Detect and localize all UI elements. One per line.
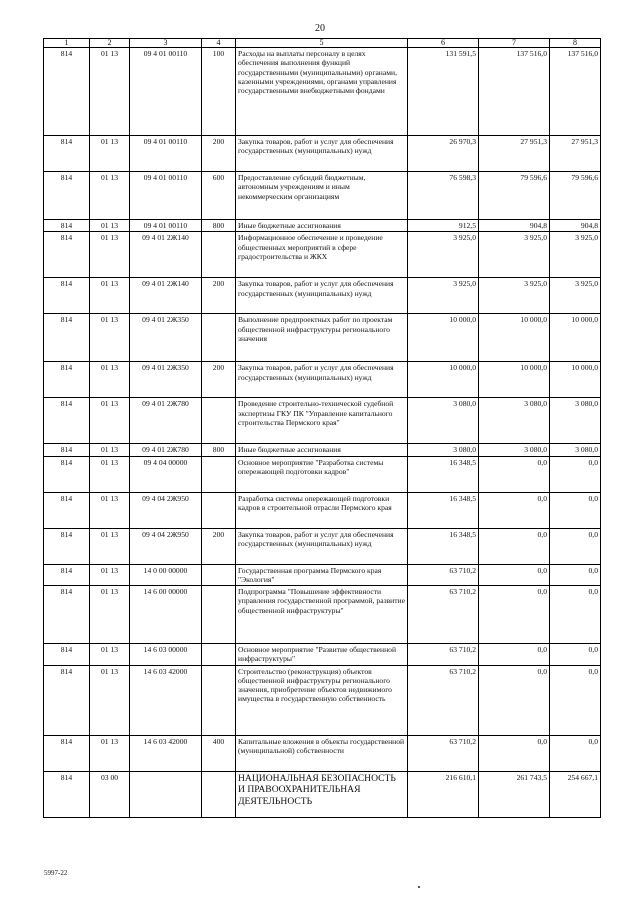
column-header-2: 2 [90, 39, 130, 48]
cell-amount-col8: 3 925,0 [550, 278, 601, 314]
document-code: 5997-22 [44, 869, 68, 877]
cell-amount-col8: 0,0 [550, 528, 601, 564]
cell-section-code: 01 13 [90, 232, 130, 278]
table-row [44, 735, 601, 771]
cell-section-code: 03 00 [90, 771, 130, 817]
cell-admin-code: 814 [44, 456, 90, 492]
cell-amount-col6: 216 610,1 [408, 771, 479, 817]
table-row [44, 492, 601, 528]
cell-amount-col7: 0,0 [479, 644, 550, 666]
cell-section-code: 01 13 [90, 136, 130, 172]
cell-amount-col8: 137 516,0 [550, 48, 601, 136]
cell-description: Государственная программа Пермского края "Экология" [236, 564, 408, 586]
cell-section-code: 01 13 [90, 444, 130, 456]
cell-amount-col7: 0,0 [479, 492, 550, 528]
cell-target-article: 09 4 01 00110 [130, 172, 202, 220]
cell-target-article: 09 4 01 00110 [130, 136, 202, 172]
cell-description: Закупка товаров, работ и услуг для обеспечения государственных (муниципальных) нужд [236, 528, 408, 564]
cell-amount-col7: 10 000,0 [479, 314, 550, 362]
cell-amount-col7: 0,0 [479, 735, 550, 771]
cell-amount-col8: 904,8 [550, 220, 601, 232]
cell-admin-code: 814 [44, 220, 90, 232]
cell-amount-col7: 3 925,0 [479, 232, 550, 278]
cell-target-article: 09 4 01 2Ж140 [130, 232, 202, 278]
cell-target-article: 14 6 03 00000 [130, 644, 202, 666]
table-row [44, 136, 601, 172]
cell-section-code: 01 13 [90, 278, 130, 314]
cell-amount-col7: 0,0 [479, 665, 550, 735]
cell-amount-col6: 63 710,2 [408, 665, 479, 735]
cell-expense-type: 800 [202, 220, 236, 232]
cell-expense-type: 100 [202, 48, 236, 136]
cell-amount-col7: 0,0 [479, 564, 550, 586]
cell-target-article: 14 6 00 00000 [130, 586, 202, 644]
cell-expense-type: 800 [202, 444, 236, 456]
cell-description: Закупка товаров, работ и услуг для обеспечения государственных (муниципальных) нужд [236, 136, 408, 172]
table-row [44, 398, 601, 444]
cell-description: Капитальные вложения в объекты государственной (муниципальной) собственности [236, 735, 408, 771]
cell-target-article: 09 4 01 2Ж350 [130, 314, 202, 362]
column-header-4: 4 [202, 39, 236, 48]
cell-expense-type [202, 564, 236, 586]
table-row [44, 665, 601, 735]
table-row [44, 644, 601, 666]
cell-description: Закупка товаров, работ и услуг для обеспечения государственных (муниципальных) нужд [236, 278, 408, 314]
cell-amount-col6: 63 710,2 [408, 735, 479, 771]
cell-amount-col8: 0,0 [550, 456, 601, 492]
cell-amount-col6: 76 598,3 [408, 172, 479, 220]
cell-expense-type: 600 [202, 172, 236, 220]
cell-expense-type [202, 492, 236, 528]
cell-section-code: 01 13 [90, 564, 130, 586]
scan-mark [418, 886, 420, 888]
cell-section-code: 01 13 [90, 362, 130, 398]
cell-amount-col6: 16 348,5 [408, 492, 479, 528]
cell-amount-col7: 79 596,6 [479, 172, 550, 220]
cell-amount-col6: 3 925,0 [408, 278, 479, 314]
cell-amount-col7: 904,8 [479, 220, 550, 232]
cell-description: Основное мероприятие "Развитие общественной инфраструктуры" [236, 644, 408, 666]
table-row [44, 444, 601, 456]
table-row [44, 220, 601, 232]
cell-amount-col8: 0,0 [550, 665, 601, 735]
cell-amount-col8: 3 080,0 [550, 398, 601, 444]
cell-admin-code: 814 [44, 735, 90, 771]
column-header-6: 6 [408, 39, 479, 48]
table-row [44, 278, 601, 314]
cell-section-code: 01 13 [90, 665, 130, 735]
table-row [44, 362, 601, 398]
cell-section-code: 01 13 [90, 48, 130, 136]
cell-expense-type [202, 665, 236, 735]
cell-expense-type [202, 398, 236, 444]
cell-section-code: 01 13 [90, 456, 130, 492]
table-row [44, 48, 601, 136]
cell-section-code: 01 13 [90, 220, 130, 232]
table-row [44, 771, 601, 817]
cell-amount-col6: 16 348,5 [408, 528, 479, 564]
table-row [44, 172, 601, 220]
cell-target-article: 09 4 01 00110 [130, 48, 202, 136]
cell-amount-col7: 261 743,5 [479, 771, 550, 817]
cell-admin-code: 814 [44, 172, 90, 220]
cell-amount-col8: 0,0 [550, 492, 601, 528]
cell-admin-code: 814 [44, 492, 90, 528]
cell-description: НАЦИОНАЛЬНАЯ БЕЗОПАСНОСТЬ И ПРАВООХРАНИТЕЛЬНАЯ ДЕЯТЕЛЬНОСТЬ [236, 771, 408, 817]
cell-amount-col8: 27 951,3 [550, 136, 601, 172]
cell-admin-code: 814 [44, 771, 90, 817]
cell-target-article: 09 4 01 2Ж780 [130, 398, 202, 444]
cell-amount-col8: 3 925,0 [550, 232, 601, 278]
cell-admin-code: 814 [44, 564, 90, 586]
cell-amount-col8: 10 000,0 [550, 362, 601, 398]
cell-admin-code: 814 [44, 278, 90, 314]
cell-admin-code: 814 [44, 48, 90, 136]
cell-description: Строительство (реконструкция) объектов общественной инфраструктуры регионального значения, приобретение объектов недвижимого имущества в государственную собственность [236, 665, 408, 735]
cell-expense-type [202, 456, 236, 492]
cell-section-code: 01 13 [90, 528, 130, 564]
cell-admin-code: 814 [44, 398, 90, 444]
cell-admin-code: 814 [44, 644, 90, 666]
cell-amount-col7: 3 080,0 [479, 398, 550, 444]
cell-admin-code: 814 [44, 444, 90, 456]
cell-target-article [130, 771, 202, 817]
cell-target-article: 09 4 01 2Ж140 [130, 278, 202, 314]
cell-target-article: 09 4 04 2Ж950 [130, 528, 202, 564]
cell-target-article: 09 4 01 00110 [130, 220, 202, 232]
table-row [44, 528, 601, 564]
cell-amount-col6: 16 348,5 [408, 456, 479, 492]
cell-description: Закупка товаров, работ и услуг для обеспечения государственных (муниципальных) нужд [236, 362, 408, 398]
cell-amount-col8: 3 080,0 [550, 444, 601, 456]
cell-amount-col6: 912,5 [408, 220, 479, 232]
cell-amount-col7: 137 516,0 [479, 48, 550, 136]
cell-section-code: 01 13 [90, 172, 130, 220]
cell-amount-col6: 26 970,3 [408, 136, 479, 172]
cell-description: Иные бюджетные ассигнования [236, 444, 408, 456]
cell-amount-col8: 10 000,0 [550, 314, 601, 362]
cell-description: Предоставление субсидий бюджетным, автономным учреждениям и иным некоммерческим организациям [236, 172, 408, 220]
cell-amount-col7: 27 951,3 [479, 136, 550, 172]
cell-description: Проведение строительно-технической судебной экспертизы ГКУ ПК "Управление капитального строительства Пермского края" [236, 398, 408, 444]
table-row [44, 586, 601, 644]
cell-amount-col7: 10 000,0 [479, 362, 550, 398]
cell-target-article: 09 4 01 2Ж350 [130, 362, 202, 398]
cell-admin-code: 814 [44, 314, 90, 362]
cell-expense-type: 200 [202, 278, 236, 314]
cell-amount-col7: 3 925,0 [479, 278, 550, 314]
table-row [44, 232, 601, 278]
header-row [44, 39, 601, 48]
column-header-5: 5 [236, 39, 408, 48]
column-header-7: 7 [479, 39, 550, 48]
cell-expense-type [202, 232, 236, 278]
cell-admin-code: 814 [44, 136, 90, 172]
cell-expense-type: 200 [202, 362, 236, 398]
cell-expense-type [202, 586, 236, 644]
cell-admin-code: 814 [44, 665, 90, 735]
cell-amount-col6: 3 925,0 [408, 232, 479, 278]
cell-amount-col6: 3 080,0 [408, 444, 479, 456]
cell-expense-type: 400 [202, 735, 236, 771]
cell-target-article: 09 4 04 2Ж950 [130, 492, 202, 528]
cell-target-article: 09 4 04 00000 [130, 456, 202, 492]
cell-amount-col8: 0,0 [550, 586, 601, 644]
cell-section-code: 01 13 [90, 644, 130, 666]
cell-section-code: 01 13 [90, 314, 130, 362]
cell-expense-type [202, 644, 236, 666]
column-header-8: 8 [550, 39, 601, 48]
cell-description: Разработка системы опережающей подготовки кадров в строительной отрасли Пермского края [236, 492, 408, 528]
cell-amount-col8: 79 596,6 [550, 172, 601, 220]
cell-section-code: 01 13 [90, 735, 130, 771]
cell-description: Выполнение предпроектных работ по проектам общественной инфраструктуры регионального значения [236, 314, 408, 362]
cell-amount-col7: 0,0 [479, 586, 550, 644]
cell-description: Информационное обеспечение и проведение общественных мероприятий в сфере градостроительства и ЖКХ [236, 232, 408, 278]
cell-target-article: 09 4 01 2Ж780 [130, 444, 202, 456]
cell-amount-col8: 0,0 [550, 735, 601, 771]
cell-admin-code: 814 [44, 362, 90, 398]
table-row [44, 314, 601, 362]
cell-amount-col6: 63 710,2 [408, 586, 479, 644]
cell-amount-col6: 63 710,2 [408, 564, 479, 586]
cell-admin-code: 814 [44, 528, 90, 564]
cell-target-article: 14 6 03 42000 [130, 735, 202, 771]
cell-amount-col7: 0,0 [479, 456, 550, 492]
cell-amount-col6: 10 000,0 [408, 362, 479, 398]
cell-expense-type: 200 [202, 528, 236, 564]
cell-amount-col6: 63 710,2 [408, 644, 479, 666]
cell-amount-col6: 10 000,0 [408, 314, 479, 362]
cell-amount-col6: 3 080,0 [408, 398, 479, 444]
cell-description: Расходы на выплаты персоналу в целях обеспечения выполнения функций государственными (муниципальными) органами, казенными учреждениями, органами управления государственными внебюджетными фондами [236, 48, 408, 136]
cell-amount-col7: 3 080,0 [479, 444, 550, 456]
cell-admin-code: 814 [44, 232, 90, 278]
column-header-1: 1 [44, 39, 90, 48]
cell-amount-col7: 0,0 [479, 528, 550, 564]
cell-section-code: 01 13 [90, 492, 130, 528]
cell-section-code: 01 13 [90, 586, 130, 644]
cell-amount-col8: 0,0 [550, 644, 601, 666]
cell-target-article: 14 6 03 42000 [130, 665, 202, 735]
budget-table [43, 38, 601, 818]
cell-target-article: 14 0 00 00000 [130, 564, 202, 586]
cell-expense-type [202, 771, 236, 817]
cell-section-code: 01 13 [90, 398, 130, 444]
cell-expense-type: 200 [202, 136, 236, 172]
cell-description: Иные бюджетные ассигнования [236, 220, 408, 232]
table-row [44, 564, 601, 586]
cell-expense-type [202, 314, 236, 362]
table-row [44, 456, 601, 492]
cell-description: Основное мероприятие "Разработка системы опережающей подготовки кадров" [236, 456, 408, 492]
cell-description: Подпрограмма "Повышение эффективности управления государственной программой, развитие общественной инфраструктуры" [236, 586, 408, 644]
cell-amount-col8: 254 667,1 [550, 771, 601, 817]
cell-amount-col8: 0,0 [550, 564, 601, 586]
cell-amount-col6: 131 591,5 [408, 48, 479, 136]
cell-admin-code: 814 [44, 586, 90, 644]
column-header-3: 3 [130, 39, 202, 48]
page-number: 20 [315, 23, 325, 34]
